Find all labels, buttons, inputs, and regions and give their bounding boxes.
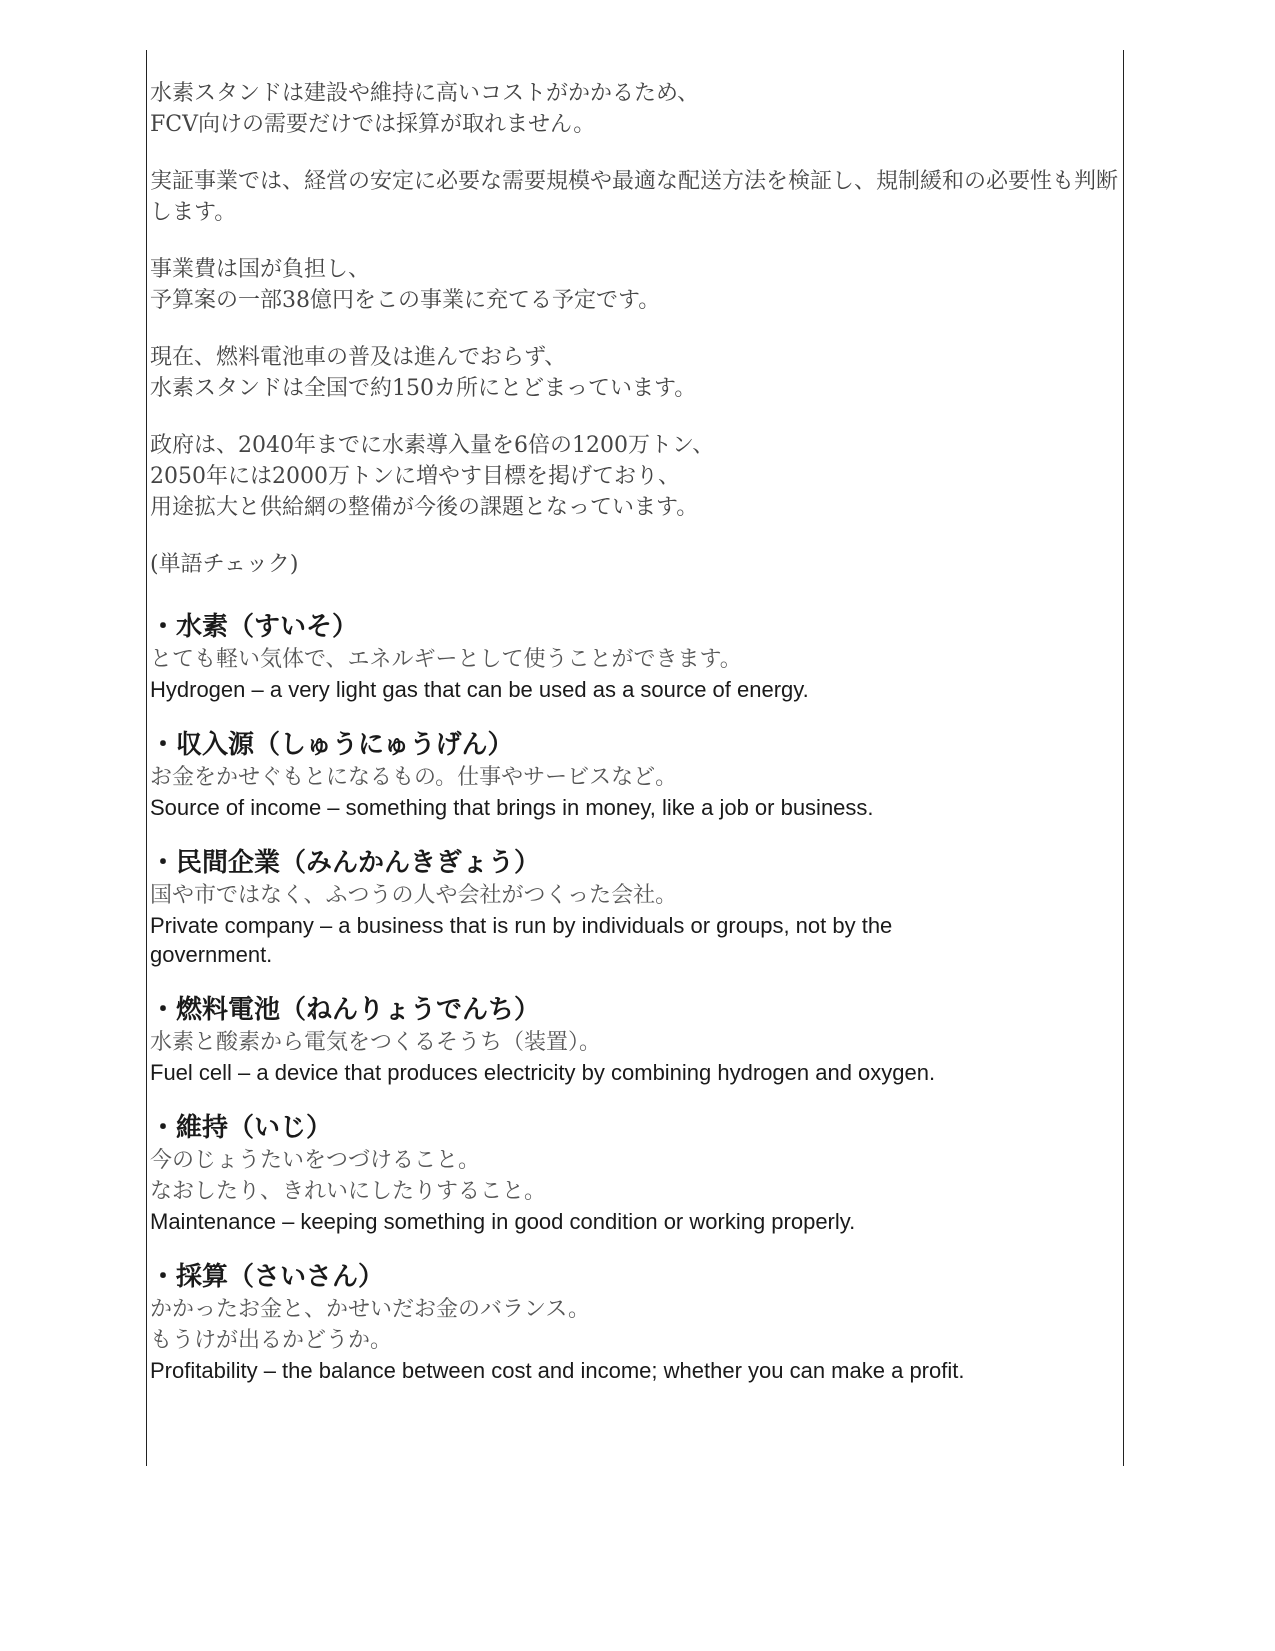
- vocab-term-hydrogen: [150, 610, 1125, 704]
- term-heading: ・採算（さいさん）: [150, 1262, 385, 1292]
- paragraph-government-goals: [150, 430, 1125, 523]
- term-heading: ・燃料電池（ねんりょうでんち）: [150, 995, 541, 1025]
- term-definition: なおしたり、きれいにしたりすること。: [150, 1179, 547, 1204]
- document-body: [150, 78, 1125, 1409]
- term-english: Fuel cell – a device that produces electricity by combining hydrogen and oxygen.: [150, 1060, 936, 1085]
- paragraph-cost: [150, 78, 1125, 140]
- term-definition: もうけが出るかどうか。: [150, 1328, 393, 1353]
- term-english: Hydrogen – a very light gas that can be used as a source of energy.: [150, 677, 809, 702]
- paragraph-line: 事業費は国が負担し、: [150, 257, 371, 282]
- term-heading: ・収入源（しゅうにゅうげん）: [150, 730, 514, 760]
- term-definition: 国や市ではなく、ふつうの人や会社がつくった会社。: [150, 883, 678, 908]
- paragraph-line: 2050年には2000万トンに増やす目標を掲げており、: [150, 464, 680, 489]
- paragraph-line: 実証事業では、経営の安定に必要な需要規模や最適な配送方法を検証し、規制緩和の必要性も判断します。: [150, 169, 1119, 225]
- paragraph-budget: [150, 254, 1125, 316]
- term-english: Maintenance – keeping something in good condition or working properly.: [150, 1209, 856, 1234]
- term-definition: お金をかせぐもとになるもの。仕事やサービスなど。: [150, 765, 678, 790]
- paragraph-demonstration: [150, 166, 1125, 228]
- term-english: Source of income – something that brings in money, like a job or business.: [150, 795, 874, 820]
- vocab-term-income-source: [150, 728, 1125, 822]
- term-definition: 水素と酸素から電気をつくるそうち（装置）。: [150, 1030, 602, 1055]
- term-heading: ・民間企業（みんかんきぎょう）: [150, 848, 541, 878]
- term-english: Profitability – the balance between cost and income; whether you can make a profit.: [150, 1358, 965, 1383]
- term-definition: かかったお金と、かせいだお金のバランス。: [150, 1297, 591, 1322]
- paragraph-line: 水素スタンドは建設や維持に高いコストがかかるため、: [150, 81, 700, 106]
- paragraph-line: FCV向けの需要だけでは採算が取れません。: [150, 112, 596, 137]
- vocab-term-private-company: [150, 846, 1125, 969]
- paragraph-line: 政府は、2040年までに水素導入量を6倍の1200万トン、: [150, 433, 715, 458]
- vocab-term-profitability: [150, 1260, 1125, 1385]
- paragraph-line: 現在、燃料電池車の普及は進んでおらず、: [150, 345, 567, 370]
- term-heading: ・水素（すいそ）: [150, 612, 359, 642]
- paragraph-line: 予算案の一部38億円をこの事業に充てる予定です。: [150, 288, 661, 313]
- term-definition: 今のじょうたいをつづけること。: [150, 1148, 481, 1173]
- term-heading: ・維持（いじ）: [150, 1113, 333, 1143]
- paragraph-current-status: [150, 342, 1125, 404]
- vocab-term-maintenance: [150, 1111, 1125, 1236]
- paragraph-line: 用途拡大と供給網の整備が今後の課題となっています。: [150, 495, 699, 520]
- vocab-term-fuel-cell: [150, 993, 1125, 1087]
- paragraph-line: 水素スタンドは全国で約150カ所にとどまっています。: [150, 376, 697, 401]
- vocab-section-label: (単語チェック): [150, 552, 299, 577]
- term-definition: とても軽い気体で、エネルギーとして使うことができます。: [150, 647, 742, 672]
- term-english: Private company – a business that is run by individuals or groups, not by the government.: [150, 913, 893, 967]
